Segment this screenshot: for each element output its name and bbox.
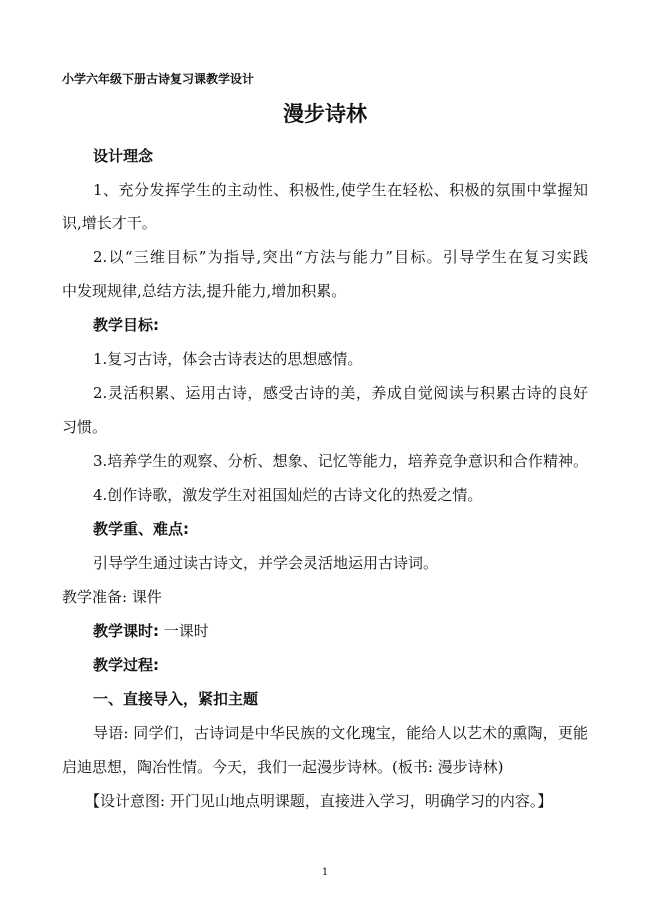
duration-line <box>93 621 209 641</box>
key-points-text: 引导学生通过读古诗文，并学会灵活地运用古诗词。 <box>93 554 439 572</box>
philosophy-paragraph-1-line-1: 1、充分发挥学生的主动性、积极性,使学生在轻松、积极的氛围中掌握知 <box>93 181 588 199</box>
process-step-1-heading: 一、直接导入，紧扣主题 <box>93 690 259 708</box>
process-design-intent: 【设计意图: 开门见山地点明课题，直接进入学习，明确学习的内容。】 <box>85 792 553 810</box>
goal-item-1: 1.复习古诗，体会古诗表达的思想感情。 <box>93 350 363 368</box>
process-intro-line-2: 启迪思想，陶冶性情。今天，我们一起漫步诗林。(板书: 漫步诗林) <box>62 758 504 776</box>
document-subtitle: 小学六年级下册古诗复习课教学设计 <box>62 72 255 86</box>
page-number: 1 <box>321 867 329 878</box>
process-intro-line-1: 导语: 同学们，古诗词是中华民族的文化瑰宝，能给人以艺术的熏陶，更能 <box>93 724 588 742</box>
goal-item-4: 4.创作诗歌，激发学生对祖国灿烂的古诗文化的热爱之情。 <box>93 486 483 504</box>
section-heading-design-philosophy: 设计理念 <box>93 147 154 165</box>
duration-label: 教学课时: <box>93 622 159 640</box>
duration-value: 一课时 <box>159 622 209 640</box>
goal-item-2-line-2: 习惯。 <box>62 418 108 436</box>
preparation-text: 教学准备: 课件 <box>62 588 162 606</box>
section-heading-process: 教学过程: <box>93 656 159 674</box>
goal-item-2-line-1: 2.灵活积累、运用古诗，感受古诗的美，养成自觉阅读与积累古诗的良好 <box>93 384 588 402</box>
section-heading-teaching-goals: 教学目标: <box>93 316 159 334</box>
page-title: 漫步诗林 <box>283 102 367 126</box>
philosophy-paragraph-2-line-1: 2.以“三维目标”为指导,突出“方法与能力”目标。引导学生在复习实践 <box>93 248 588 266</box>
goal-item-3: 3.培养学生的观察、分析、想象、记忆等能力，培养竞争意识和合作精神。 <box>93 452 588 470</box>
section-heading-key-points: 教学重、难点: <box>93 520 189 538</box>
philosophy-paragraph-1-line-2: 识,增长才干。 <box>62 214 157 232</box>
philosophy-paragraph-2-line-2: 中发现规律,总结方法,提升能力,增加积累。 <box>62 282 347 300</box>
